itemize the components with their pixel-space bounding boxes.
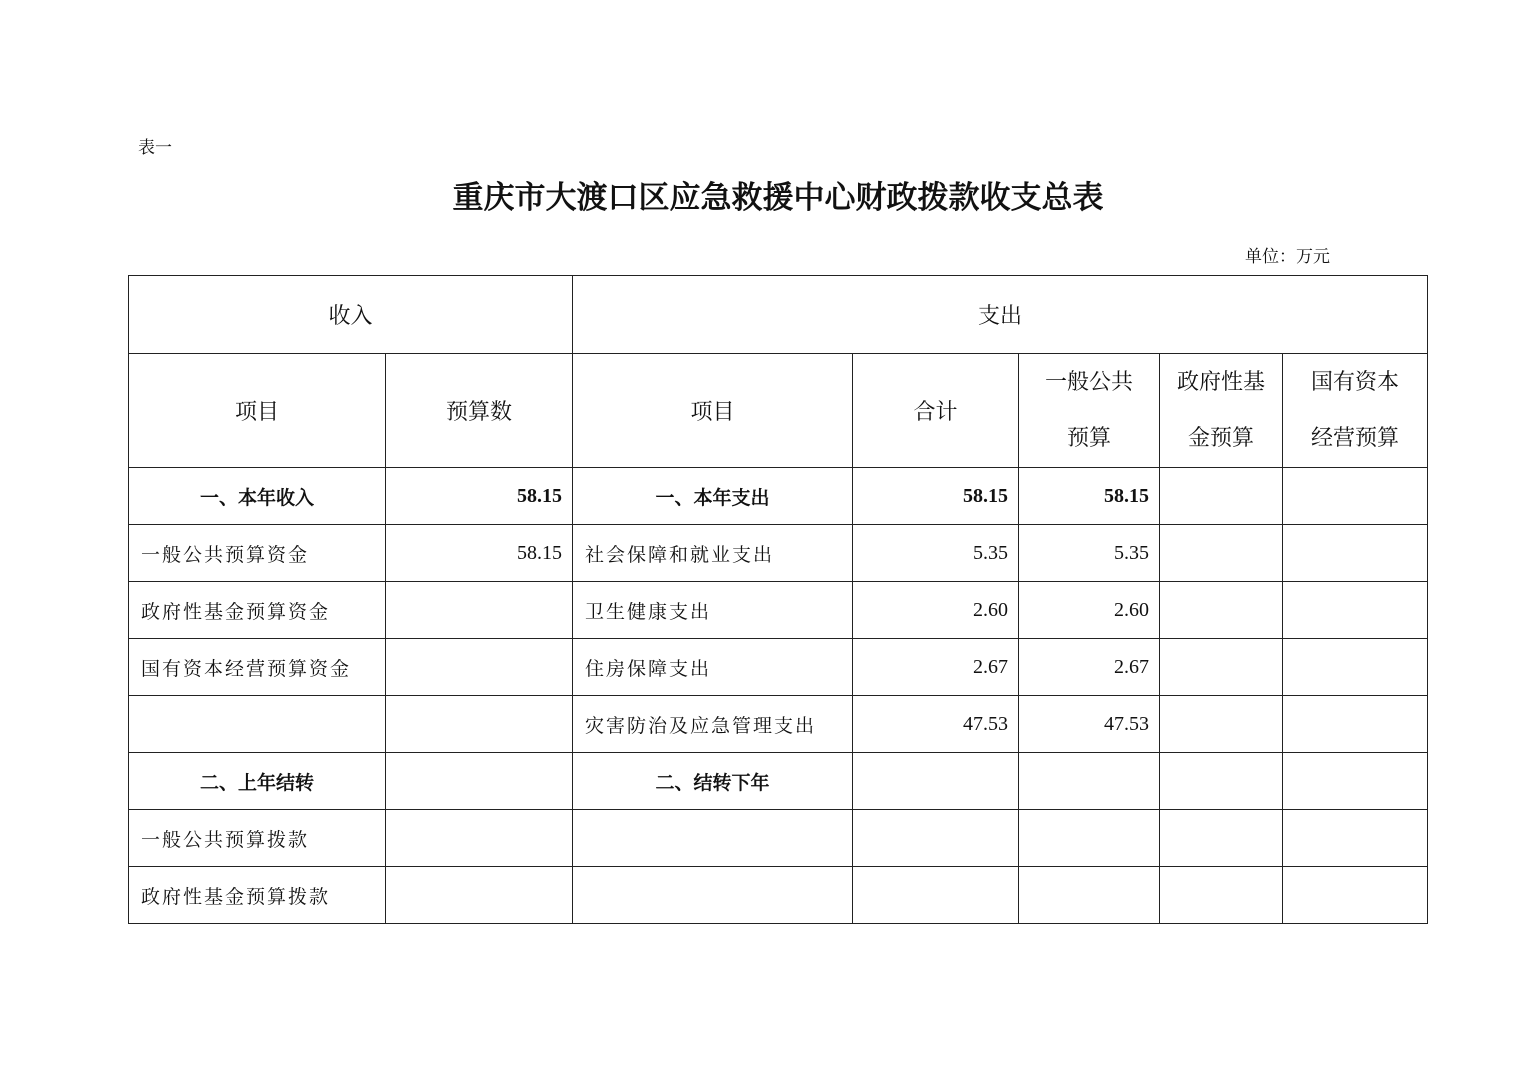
income-item-header: 项目 [129, 354, 386, 468]
income-budget-cell [386, 810, 573, 867]
expense-total-cell [853, 753, 1019, 810]
state-capital-header-line1: 国有资本 [1311, 369, 1400, 395]
gov-fund-cell [1160, 525, 1283, 582]
income-item-cell [129, 696, 386, 753]
general-budget-cell [1019, 753, 1160, 810]
expense-item-cell [573, 810, 853, 867]
expense-item-cell: 一、本年支出 [573, 468, 853, 525]
gov-fund-header-line2: 金预算 [1188, 425, 1255, 451]
table-number-label: 表一 [138, 138, 172, 158]
general-budget-cell [1019, 867, 1160, 924]
income-budget-cell: 58.15 [386, 525, 573, 582]
gov-fund-header-line1: 政府性基 [1177, 369, 1266, 395]
expense-total-cell: 2.67 [853, 639, 1019, 696]
table-row [129, 582, 1428, 639]
income-item-cell: 国有资本经营预算资金 [129, 639, 386, 696]
income-item-cell: 二、上年结转 [129, 753, 386, 810]
general-budget-header-line2: 预算 [1067, 425, 1112, 451]
table-row [129, 867, 1428, 924]
expense-total-cell: 58.15 [853, 468, 1019, 525]
general-budget-cell: 5.35 [1019, 525, 1160, 582]
income-budget-cell [386, 867, 573, 924]
state-capital-header-line2: 经营预算 [1311, 425, 1400, 451]
expense-item-cell [573, 867, 853, 924]
income-budget-cell [386, 582, 573, 639]
gov-fund-header [1160, 354, 1283, 468]
state-capital-cell [1283, 582, 1428, 639]
general-budget-header-line1: 一般公共 [1045, 369, 1134, 395]
state-capital-cell [1283, 753, 1428, 810]
income-budget-cell [386, 639, 573, 696]
expense-total-cell: 47.53 [853, 696, 1019, 753]
general-budget-cell: 2.67 [1019, 639, 1160, 696]
expense-item-cell: 灾害防治及应急管理支出 [573, 696, 853, 753]
gov-fund-cell [1160, 810, 1283, 867]
expense-item-cell: 住房保障支出 [573, 639, 853, 696]
expense-item-cell: 二、结转下年 [573, 753, 853, 810]
state-capital-cell [1283, 468, 1428, 525]
fiscal-summary-table [128, 275, 1428, 924]
expense-header: 支出 [573, 276, 1428, 354]
income-budget-cell [386, 696, 573, 753]
income-item-cell: 一般公共预算资金 [129, 525, 386, 582]
column-header-row [129, 354, 1428, 468]
expense-total-header: 合计 [853, 354, 1019, 468]
expense-total-cell [853, 867, 1019, 924]
document-title: 重庆市大渡口区应急救援中心财政拨款收支总表 [452, 180, 1104, 216]
general-budget-cell: 47.53 [1019, 696, 1160, 753]
gov-fund-cell [1160, 468, 1283, 525]
income-budget-header: 预算数 [386, 354, 573, 468]
table-row [129, 525, 1428, 582]
income-item-cell: 政府性基金预算资金 [129, 582, 386, 639]
gov-fund-cell [1160, 582, 1283, 639]
income-budget-cell: 58.15 [386, 468, 573, 525]
general-budget-header [1019, 354, 1160, 468]
gov-fund-cell [1160, 867, 1283, 924]
gov-fund-cell [1160, 639, 1283, 696]
expense-item-header: 项目 [573, 354, 853, 468]
general-budget-cell [1019, 810, 1160, 867]
expense-total-cell [853, 810, 1019, 867]
state-capital-cell [1283, 867, 1428, 924]
general-budget-cell: 2.60 [1019, 582, 1160, 639]
gov-fund-cell [1160, 753, 1283, 810]
state-capital-cell [1283, 696, 1428, 753]
table-row [129, 639, 1428, 696]
section-header-row [129, 276, 1428, 354]
table-row [129, 696, 1428, 753]
table-row [129, 468, 1428, 525]
income-item-cell: 一、本年收入 [129, 468, 386, 525]
expense-item-cell: 社会保障和就业支出 [573, 525, 853, 582]
state-capital-cell [1283, 810, 1428, 867]
state-capital-header [1283, 354, 1428, 468]
expense-total-cell: 2.60 [853, 582, 1019, 639]
expense-item-cell: 卫生健康支出 [573, 582, 853, 639]
general-budget-cell: 58.15 [1019, 468, 1160, 525]
income-item-cell: 政府性基金预算拨款 [129, 867, 386, 924]
table-row [129, 753, 1428, 810]
unit-label: 单位：万元 [1245, 247, 1330, 267]
income-budget-cell [386, 753, 573, 810]
state-capital-cell [1283, 525, 1428, 582]
state-capital-cell [1283, 639, 1428, 696]
table-row [129, 810, 1428, 867]
income-header: 收入 [129, 276, 573, 354]
income-item-cell: 一般公共预算拨款 [129, 810, 386, 867]
gov-fund-cell [1160, 696, 1283, 753]
expense-total-cell: 5.35 [853, 525, 1019, 582]
